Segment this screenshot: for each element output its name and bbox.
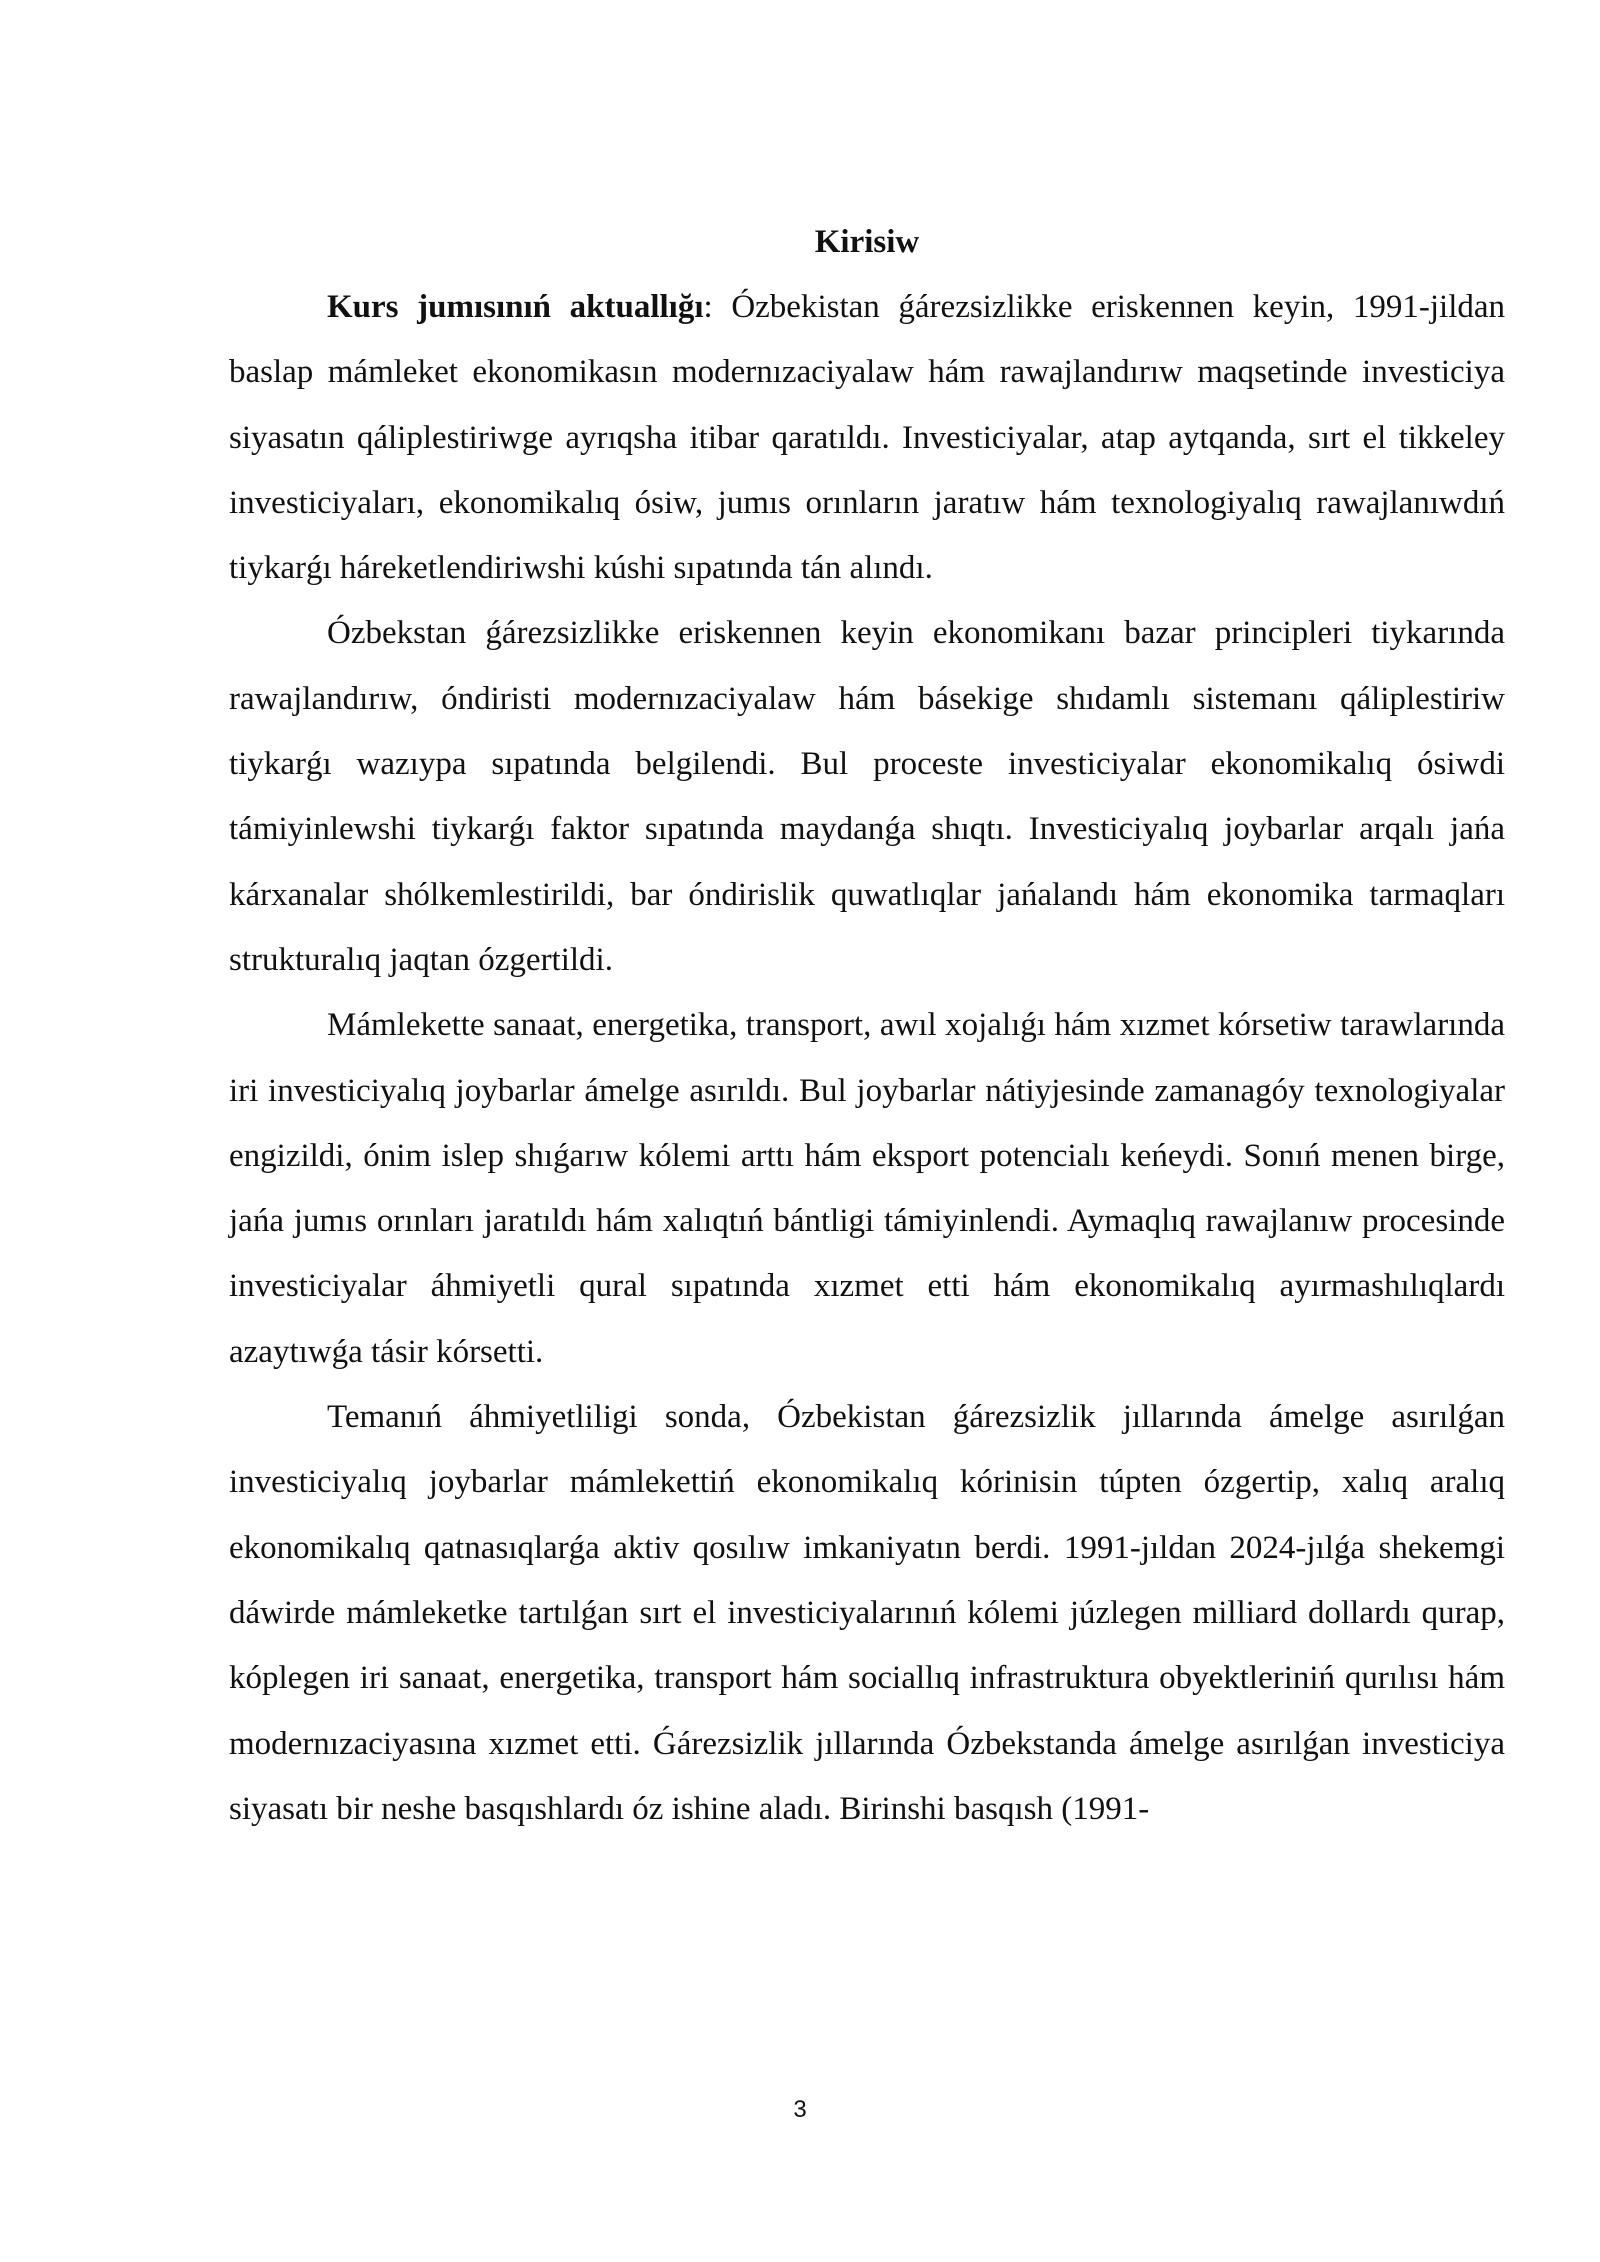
paragraph-actuality bbox=[229, 275, 1505, 601]
paragraph-text: Temanıń áhmiyetliligi sonda, Ózbekistan ǵárezsizlik jıllarında ámelge asırılǵan investiciyalıq joybarlar mámlekettiń ekonomikalıq kórinisin túpten ózgertip, xalıq aralıq ekonomikalıq qatnasıqlarǵa aktiv qosılıw imkaniyatın berdi. 1991-jıldan 2024-jılǵa shekemgi dáwirde mámleketke tartılǵan sırt el investiciyalarınıń kólemi júzlegen milliard dollardı qurap, kóplegen iri sanaat, energetika, transport hám sociallıq infrastruktura obyektleriniń qurılısı hám modernızaciyasına xızmet etti. Ǵárezsizlik jıllarında Ózbekstanda ámelge asırılǵan investiciya siyasatı bir neshe basqıshlardı óz ishine aladı. Birinshi basqısh (1991- bbox=[229, 1399, 1505, 1827]
paragraph-projects bbox=[229, 993, 1505, 1385]
page-number: 3 bbox=[793, 2096, 807, 2123]
page-title: Kirisiw bbox=[814, 224, 920, 260]
paragraph-text: Ózbekstan ǵárezsizlikke eriskennen keyin ekonomikanı bazar principleri tiykarında rawajlandırıw, óndiristi modernızaciyalaw hám básekige shıdamlı sistemanı qáliplestiriw tiykarǵı wazıypa sıpatında belgilendi. Bul proceste investiciyalar ekonomikalıq ósiwdi támiyinlewshi tiykarǵı faktor sıpatında maydanǵa shıqtı. Investiciyalıq joybarlar arqalı jańa kárxanalar shólkemlestirildi, bar óndirislik quwatlıqlar jańalandı hám ekonomika tarmaqları strukturalıq jaqtan ózgertildi. bbox=[229, 615, 1505, 978]
paragraph-economy bbox=[229, 601, 1505, 993]
paragraph-text: : Ózbekistan ǵárezsizlikke eriskennen keyin, 1991-jildan baslap mámleket ekonomikasın modernızaciyalaw hám rawajlandırıw maqsetinde investiciya siyasatın qáliplestiriwge ayrıqsha itibar qaratıldı. Investiciyalar, atap aytqanda, sırt el tikkeley investiciyaları, ekonomikalıq ósiw, jumıs orınların jaratıw hám texnologiyalıq rawajlanıwdıń tiykarǵı háreketlendiriwshi kúshi sıpatında tán alındı. bbox=[229, 289, 1506, 587]
paragraph-lead: Kurs jumısınıń aktuallığı bbox=[327, 289, 704, 325]
body-text bbox=[229, 210, 1505, 1842]
paragraph-text: Mámlekette sanaat, energetika, transport, awıl xojalıǵı hám xızmet kórsetiw tarawlarında iri investiciyalıq joybarlar ámelge asırıldı. Bul joybarlar nátiyjesinde zamanagóy texnologiyalar engizildi, ónim islep shıǵarıw kólemi arttı hám eksport potencialı keńeydi. Sonıń menen birge, jańa jumıs orınları jaratıldı hám xalıqtıń bántligi támiyinlendi. Aymaqlıq rawajlanıw procesinde investiciyalar áhmiyetli qural sıpatında xızmet etti hám ekonomikalıq ayırmashılıqlardı azaytıwǵa tásir kórsetti. bbox=[229, 1007, 1505, 1370]
paragraph-importance bbox=[229, 1385, 1505, 1842]
